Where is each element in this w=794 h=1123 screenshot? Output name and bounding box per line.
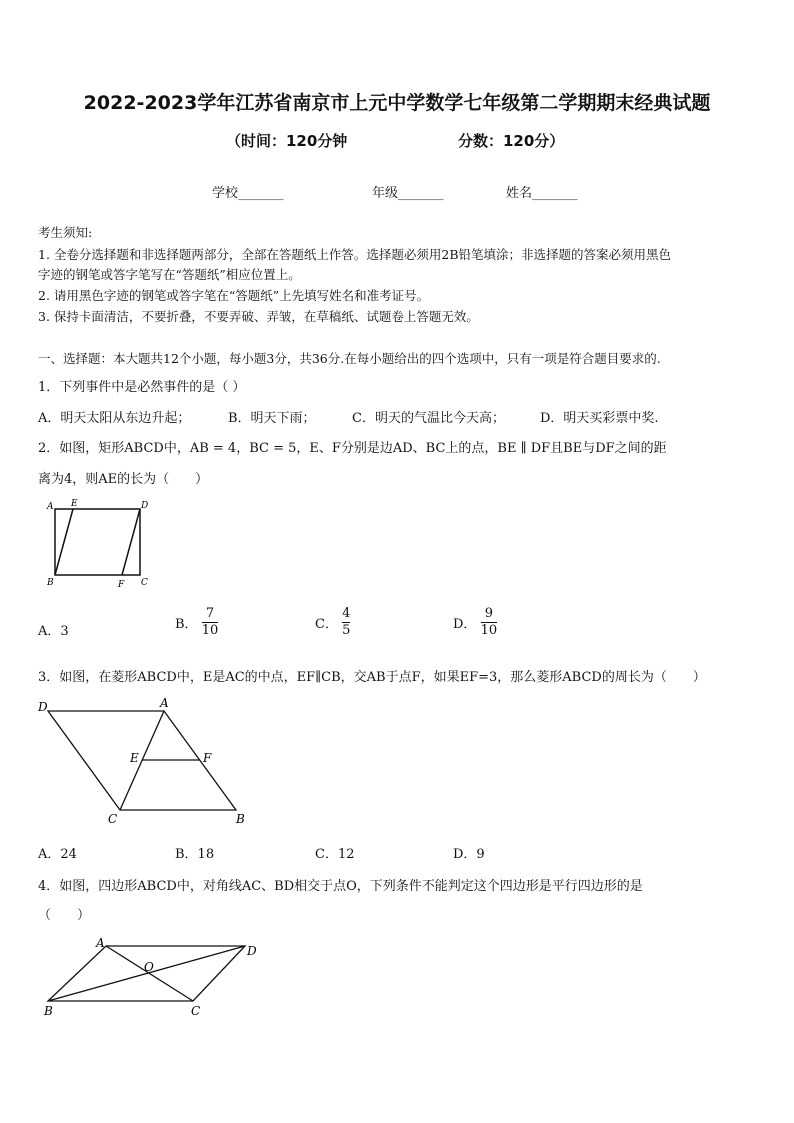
label-a: A: [96, 936, 105, 950]
notice-item: 1. 全卷分选择题和非选择题两部分，全部在答题纸上作答。选择题必须用2B铅笔填涂；非选择题的答案必须用黑色: [38, 247, 672, 262]
page-title: 2022-2023学年江苏省南京市上元中学数学七年级第二学期期末经典试题: [83, 92, 711, 114]
q2-option-c: [315, 606, 350, 639]
q2-option-d-num: 9: [484, 606, 493, 621]
q4-figure: [38, 935, 268, 1020]
name-field: 姓名_______: [506, 186, 578, 201]
label-c: C: [141, 578, 148, 588]
label-a: A: [47, 502, 54, 512]
q3-option-c: C．12: [315, 847, 355, 862]
label-e: E: [130, 751, 139, 765]
notice-item: 3. 保持卡面清洁，不要折叠，不要弄破、弄皱，在草稿纸、试题卷上答题无效。: [38, 309, 479, 324]
label-b: B: [44, 1004, 53, 1018]
q2-option-c-den: 5: [342, 623, 351, 638]
notice-item: 字迹的钢笔或答字笔写在“答题纸”相应位置上。: [38, 267, 301, 282]
exam-time: （时间：120分钟: [226, 132, 348, 150]
label-b: B: [236, 812, 245, 826]
school-field: 学校_______: [212, 186, 284, 201]
q4-paren: （ ）: [38, 908, 91, 923]
grade-field: 年级_______: [372, 186, 444, 201]
q2-option-b: [175, 606, 218, 639]
q2-stem: 2．如图，矩形ABCD中，AB = 4，BC = 5，E、F分别是边AD、BC上的点，BE ∥ DF且BE与DF之间的距: [38, 441, 667, 456]
label-b: B: [47, 578, 54, 588]
label-d: D: [141, 501, 149, 511]
q2-option-b-den: 10: [201, 623, 219, 638]
q3-stem: 3．如图，在菱形ABCD中，E是AC的中点，EF∥CB，交AB于点F，如果EF=3，那么菱形ABCD的周长为（ ）: [38, 670, 706, 685]
q2-option-d-prefix: D．: [453, 617, 477, 632]
q4-stem: 4．如图，四边形ABCD中，对角线AC、BD相交于点O，下列条件不能判定这个四边形是平行四边形的是: [38, 879, 643, 894]
q2-option-c-prefix: C．: [315, 617, 338, 632]
label-o: O: [144, 960, 154, 974]
label-a: A: [160, 697, 169, 710]
q1-option-b: B．明天下雨；: [228, 411, 316, 426]
label-d: D: [247, 944, 257, 958]
label-c: C: [191, 1004, 201, 1018]
label-e: E: [71, 499, 78, 509]
section-heading: 一、选择题：本大题共12个小题，每小题3分，共36分.在每小题给出的四个选项中，只有一项是符合题目要求的.: [38, 351, 661, 366]
q2-option-c-num: 4: [342, 606, 351, 621]
q1-stem: 1．下列事件中是必然事件的是（ ）: [38, 380, 246, 395]
q1-option-c: C．明天的气温比今天高；: [352, 411, 505, 426]
q1-option-a: A．明天太阳从东边升起；: [38, 411, 191, 426]
q2-option-b-num: 7: [205, 606, 215, 621]
q2-figure: [40, 497, 160, 592]
q2-stem-cont: 离为4，则AE的长为（ ）: [38, 472, 209, 487]
q2-option-b-prefix: B．: [175, 617, 198, 632]
exam-score: 分数：120分）: [458, 132, 565, 150]
label-d: D: [38, 700, 48, 714]
q3-option-b: B．18: [175, 847, 215, 862]
label-f: F: [118, 580, 125, 590]
q3-option-d: D．9: [453, 847, 485, 862]
label-f: F: [203, 751, 212, 765]
q1-option-d: D．明天买彩票中奖.: [540, 411, 659, 426]
q2-option-a: A．3: [38, 624, 69, 639]
q3-figure: [36, 697, 256, 827]
label-c: C: [108, 812, 118, 826]
q2-option-d: [453, 606, 497, 639]
q2-option-d-den: 10: [480, 623, 498, 638]
notice-item: 2. 请用黑色字迹的钢笔或答字笔在“答题纸”上先填写姓名和准考证号。: [38, 288, 430, 303]
notice-heading: 考生须知:: [38, 225, 93, 240]
q3-option-a: A．24: [38, 847, 77, 862]
